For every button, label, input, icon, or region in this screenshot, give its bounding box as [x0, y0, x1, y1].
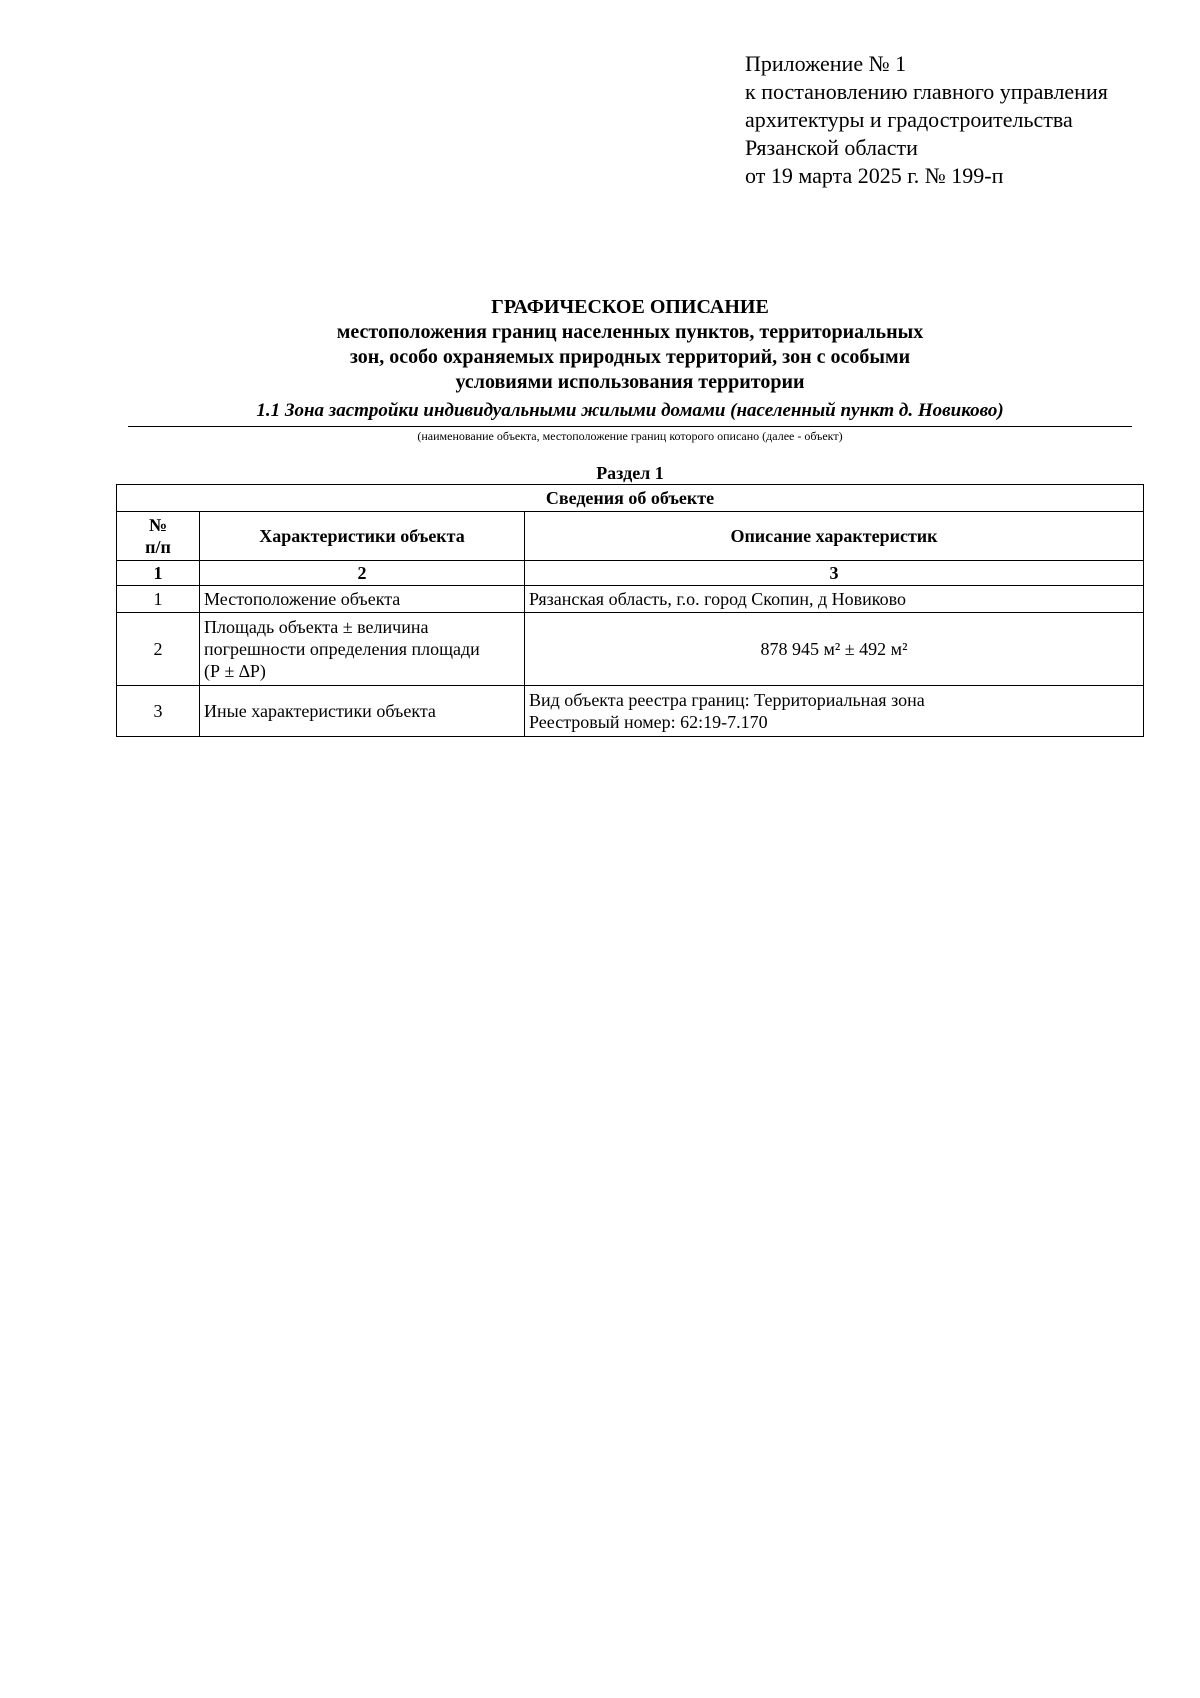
row-characteristic: [200, 613, 525, 686]
table-row: [117, 613, 1144, 686]
section-label: Раздел 1: [596, 463, 664, 483]
row-num: 2: [117, 613, 200, 686]
characteristic-line: (Р ± ∆Р): [204, 661, 266, 681]
description-line: Вид объекта реестра границ: Территориальная зона: [529, 690, 925, 710]
description-line: 878 945 м² ± 492 м²: [760, 639, 908, 659]
title-subtitle-line: зон, особо охраняемых природных территорий, зон с особыми: [349, 346, 911, 368]
description-line: Реестровый номер: 62:19-7.170: [529, 712, 768, 732]
header-num-line2: п/п: [145, 537, 171, 557]
object-name: 1.1 Зона застройки индивидуальными жилыми домами (населенный пункт д. Новиково): [256, 400, 1004, 421]
characteristic-line: Местоположение объекта: [204, 589, 401, 609]
characteristic-line: погрешности определения площади: [204, 639, 480, 659]
characteristic-line: Иные характеристики объекта: [204, 701, 436, 721]
document-title: [128, 295, 1132, 395]
appendix-line: Рязанской области: [745, 135, 918, 160]
characteristic-line: Площадь объекта ± величина: [204, 617, 429, 637]
row-characteristic: [200, 686, 525, 737]
table-caption-row: [117, 485, 1144, 512]
header-description: Описание характеристик: [525, 512, 1144, 561]
title-subtitle-line: местоположения границ населенных пунктов, территориальных: [336, 321, 924, 343]
table-header-row: [117, 512, 1144, 561]
appendix-line: к постановлению главного управления: [745, 79, 1108, 104]
row-description: [525, 613, 1144, 686]
object-name-underline: [128, 426, 1132, 427]
header-num: [117, 512, 200, 561]
appendix-line: Приложение № 1: [745, 51, 907, 76]
column-number: 2: [200, 561, 525, 586]
column-number-row: [117, 561, 1144, 586]
title-heading: ГРАФИЧЕСКОЕ ОПИСАНИЕ: [491, 296, 769, 318]
appendix-line: архитектуры и градостроительства: [745, 107, 1073, 132]
header-characteristics: Характеристики объекта: [200, 512, 525, 561]
appendix-block: [745, 50, 1108, 190]
description-line: Рязанская область, г.о. город Скопин, д Новиково: [529, 589, 906, 609]
row-description: [525, 686, 1144, 737]
appendix-date-line: от 19 марта 2025 г. № 199-п: [745, 163, 1004, 188]
column-number: 3: [525, 561, 1144, 586]
header-num-line1: №: [148, 515, 168, 535]
row-description: [525, 586, 1144, 613]
table-row: [117, 686, 1144, 737]
row-num: 1: [117, 586, 200, 613]
object-caption: (наименование объекта, местоположение границ которого описано (далее - объект): [417, 429, 843, 443]
object-info-table: [116, 484, 1144, 737]
row-num: 3: [117, 686, 200, 737]
column-number: 1: [117, 561, 200, 586]
table-caption: Сведения об объекте: [117, 485, 1144, 512]
title-subtitle-line: условиями использования территории: [455, 371, 805, 393]
table-row: [117, 586, 1144, 613]
row-characteristic: [200, 586, 525, 613]
